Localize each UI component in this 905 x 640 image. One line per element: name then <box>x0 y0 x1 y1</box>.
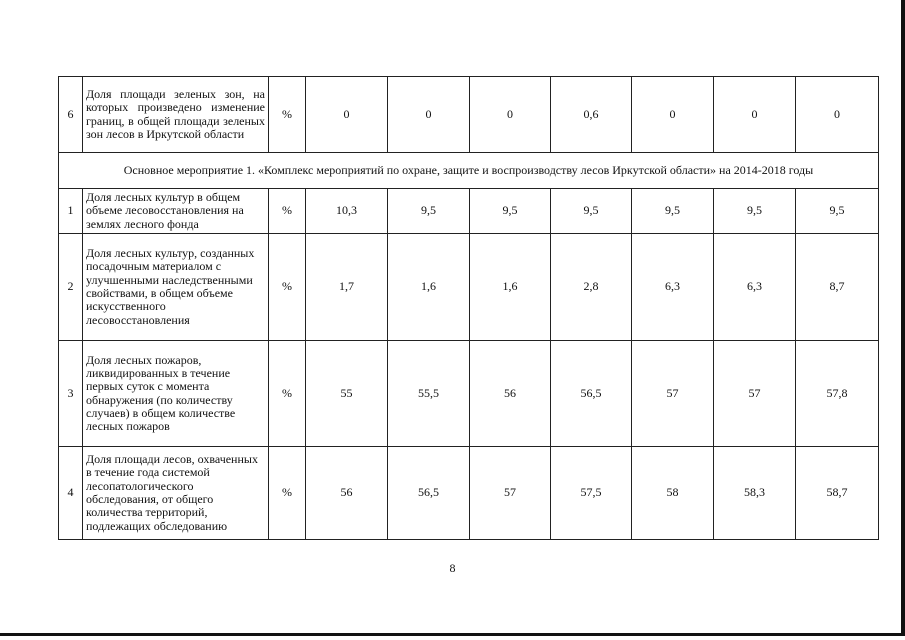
value-cell: 55,5 <box>388 341 470 447</box>
value-cell: 56 <box>470 341 551 447</box>
row-number: 6 <box>59 77 83 153</box>
value-cell: 0 <box>632 77 714 153</box>
value-cell: 9,5 <box>632 189 714 234</box>
value-cell: 55 <box>306 341 388 447</box>
indicator-description: Доля лесных культур в общем объеме лесовосстановления на землях лесного фонда <box>83 189 269 234</box>
value-cell: 1,6 <box>470 234 551 341</box>
table-row <box>59 234 879 341</box>
value-cell: 0 <box>714 77 796 153</box>
value-cell: 57,8 <box>796 341 879 447</box>
unit-cell: % <box>269 341 306 447</box>
value-cell: 9,5 <box>470 189 551 234</box>
indicator-description: Доля площади лесов, охваченных в течение года системой лесопатологического обследования, от общего количества территорий, подлежащих обследованию <box>83 447 269 540</box>
value-cell: 0 <box>796 77 879 153</box>
value-cell: 9,5 <box>796 189 879 234</box>
value-cell: 1,7 <box>306 234 388 341</box>
value-cell: 56,5 <box>551 341 632 447</box>
unit-cell: % <box>269 234 306 341</box>
page-number: 8 <box>449 561 456 575</box>
value-cell: 56,5 <box>388 447 470 540</box>
value-cell: 58 <box>632 447 714 540</box>
section-header-row <box>59 153 879 189</box>
value-cell: 6,3 <box>714 234 796 341</box>
indicator-description: Доля лесных культур, созданных посадочным материалом с улучшенными наследственными свойствами, в общем объеме искусственного лесовосстановления <box>83 234 269 341</box>
scan-edge-bottom <box>0 633 905 636</box>
value-cell: 56 <box>306 447 388 540</box>
value-cell: 58,7 <box>796 447 879 540</box>
table-row <box>59 341 879 447</box>
value-cell: 0 <box>388 77 470 153</box>
value-cell: 1,6 <box>388 234 470 341</box>
section-title: Основное мероприятие 1. «Комплекс мероприятий по охране, защите и воспроизводству лесов Иркутской области» на 2014-2018 годы <box>59 153 879 189</box>
value-cell: 57 <box>470 447 551 540</box>
indicator-description: Доля лесных пожаров, ликвидированных в течение первых суток с момента обнаружения (по количеству случаев) в общем количестве лесных пожаров <box>83 341 269 447</box>
table-row <box>59 447 879 540</box>
value-cell: 9,5 <box>388 189 470 234</box>
unit-cell: % <box>269 447 306 540</box>
row-number: 3 <box>59 341 83 447</box>
value-cell: 0,6 <box>551 77 632 153</box>
row-number: 1 <box>59 189 83 234</box>
value-cell: 57 <box>714 341 796 447</box>
value-cell: 57,5 <box>551 447 632 540</box>
table-row <box>59 77 879 153</box>
scan-edge-right <box>901 0 905 636</box>
value-cell: 57 <box>632 341 714 447</box>
row-number: 2 <box>59 234 83 341</box>
value-cell: 8,7 <box>796 234 879 341</box>
unit-cell: % <box>269 189 306 234</box>
unit-cell: % <box>269 77 306 153</box>
value-cell: 0 <box>470 77 551 153</box>
indicator-description: Доля площади зеленых зон, на которых произведено изменение границ, в общей площади зеленых зон лесов в Иркутской области <box>83 77 269 153</box>
value-cell: 10,3 <box>306 189 388 234</box>
value-cell: 0 <box>306 77 388 153</box>
value-cell: 2,8 <box>551 234 632 341</box>
table-row <box>59 189 879 234</box>
value-cell: 9,5 <box>714 189 796 234</box>
value-cell: 9,5 <box>551 189 632 234</box>
value-cell: 58,3 <box>714 447 796 540</box>
row-number: 4 <box>59 447 83 540</box>
indicators-table <box>58 76 879 540</box>
value-cell: 6,3 <box>632 234 714 341</box>
